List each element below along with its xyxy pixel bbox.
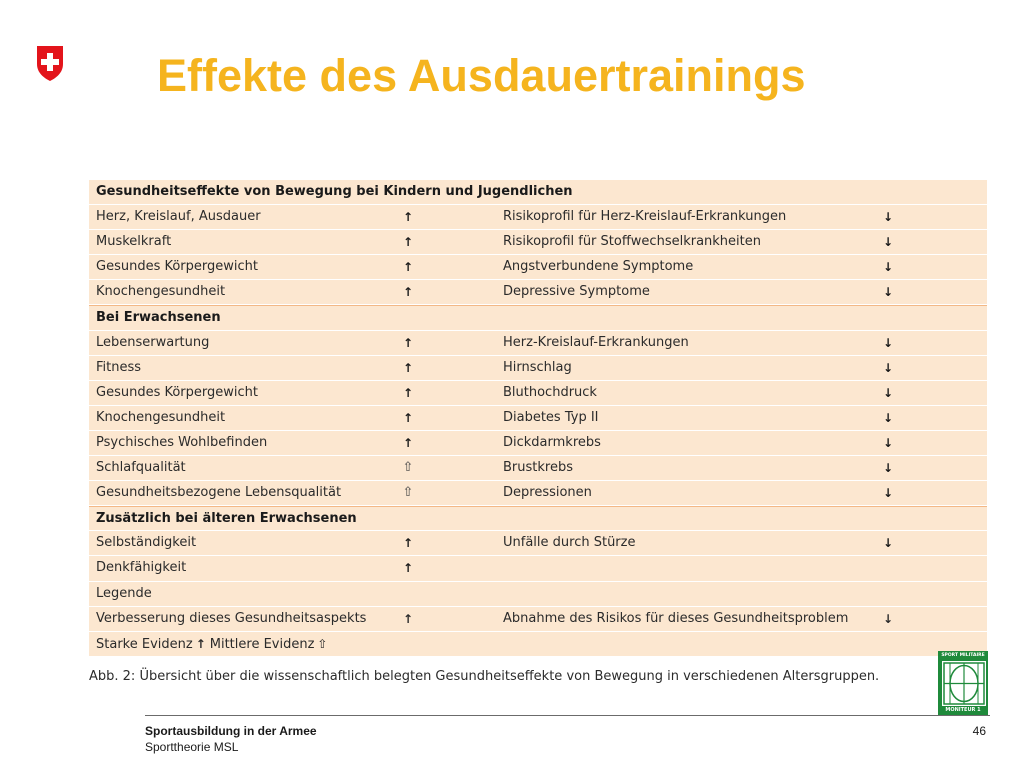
section-heading-adults <box>89 305 987 330</box>
table-row <box>89 230 987 255</box>
arrow-down-icon: ↓ <box>882 536 894 551</box>
arrow-up-icon: ↑ <box>402 611 414 626</box>
table-row <box>89 356 987 381</box>
risk-label: Brustkrebs <box>503 460 573 476</box>
table-row <box>89 331 987 356</box>
legend-evidence-row <box>89 632 987 657</box>
arrow-down-icon: ↓ <box>882 360 894 375</box>
arrow-down-icon: ↓ <box>882 285 894 300</box>
benefit-label: Muskelkraft <box>96 234 172 250</box>
benefit-label: Psychisches Wohlbefinden <box>96 434 268 450</box>
benefit-label: Knochengesundheit <box>96 284 226 300</box>
outline-arrow-up-icon: ⇧ <box>402 485 414 501</box>
legend-heading: Legende <box>96 585 152 601</box>
arrow-down-icon: ↓ <box>882 410 894 425</box>
footer-divider <box>145 715 990 716</box>
arrow-down-icon: ↓ <box>882 385 894 400</box>
sport-militaire-badge <box>938 651 988 715</box>
badge-emblem <box>942 661 986 706</box>
medium-evidence-label: Mittlere Evidenz <box>209 636 315 652</box>
table-row <box>89 456 987 481</box>
risk-label: Risikoprofil für Stoffwechselkrankheiten <box>503 234 761 250</box>
arrow-down-icon: ↓ <box>882 486 894 501</box>
risk-label: Depressionen <box>503 485 592 501</box>
arrow-up-icon: ↑ <box>402 260 414 275</box>
benefit-label: Schlafqualität <box>96 460 186 476</box>
figure-caption: Abb. 2: Übersicht über die wissenschaftlich belegten Gesundheitseffekte von Bewegung in verschiedenen Altersgruppen. <box>89 669 880 684</box>
risk-label: Diabetes Typ II <box>503 409 599 425</box>
benefit-label: Fitness <box>96 359 142 375</box>
benefit-label: Gesundheitsbezogene Lebensqualität <box>96 485 342 501</box>
arrow-up-icon: ↑ <box>402 435 414 450</box>
arrow-up-icon: ↑ <box>402 561 414 576</box>
section-heading: Bei Erwachsenen <box>96 310 221 326</box>
risk-label: Depressive Symptome <box>503 284 650 300</box>
section-heading: Gesundheitseffekte von Bewegung bei Kindern und Jugendlichen <box>96 184 573 199</box>
table-row <box>89 406 987 431</box>
legend-row <box>89 607 987 632</box>
footer-subtitle: Sporttheorie MSL <box>145 740 239 754</box>
benefit-label: Denkfähigkeit <box>96 560 187 576</box>
arrow-down-icon: ↓ <box>882 435 894 450</box>
table-row <box>89 531 987 556</box>
risk-label: Dickdarmkrebs <box>503 434 601 450</box>
arrow-down-icon: ↓ <box>882 210 894 225</box>
legend-heading-row <box>89 582 987 607</box>
arrow-up-icon: ↑ <box>402 536 414 551</box>
benefit-label: Selbständigkeit <box>96 535 197 551</box>
risk-label: Angstverbundene Symptome <box>503 259 694 275</box>
footer-title: Sportausbildung in der Armee <box>145 724 317 738</box>
section-heading-older-adults <box>89 506 987 531</box>
arrow-down-icon: ↓ <box>882 335 894 350</box>
arrow-up-icon: ↑ <box>402 385 414 400</box>
table-row <box>89 556 987 581</box>
health-effects-table <box>89 180 987 657</box>
benefit-label: Lebenserwartung <box>96 334 210 350</box>
arrow-up-icon: ↑ <box>402 235 414 250</box>
risk-label: Herz-Kreislauf-Erkrankungen <box>503 334 689 350</box>
arrow-up-icon: ↑ <box>402 335 414 350</box>
legend-improvement-label: Verbesserung dieses Gesundheitsaspekts <box>96 610 367 626</box>
arrow-down-icon: ↓ <box>882 461 894 476</box>
section-heading-children <box>89 180 987 205</box>
badge-bottom-text: MONITEUR 1 <box>945 707 981 713</box>
table-row <box>89 381 987 406</box>
outline-arrow-up-icon: ⇧ <box>317 636 328 651</box>
outline-arrow-up-icon: ⇧ <box>402 460 414 476</box>
section-heading: Zusätzlich bei älteren Erwachsenen <box>96 511 357 527</box>
sports-field-icon <box>942 661 986 706</box>
legend-evidence <box>96 632 331 656</box>
risk-label: Hirnschlag <box>503 359 572 375</box>
arrow-down-icon: ↓ <box>882 260 894 275</box>
benefit-label: Gesundes Körpergewicht <box>96 259 258 275</box>
arrow-up-icon: ↑ <box>402 285 414 300</box>
risk-label: Bluthochdruck <box>503 384 597 400</box>
arrow-down-icon: ↓ <box>882 611 894 626</box>
benefit-label: Herz, Kreislauf, Ausdauer <box>96 209 261 225</box>
table-row <box>89 481 987 506</box>
arrow-down-icon: ↓ <box>882 235 894 250</box>
arrow-up-icon: ↑ <box>402 360 414 375</box>
swiss-coat-of-arms-logo <box>35 44 65 82</box>
page-number: 46 <box>972 724 986 738</box>
arrow-up-icon: ↑ <box>402 410 414 425</box>
benefit-label: Gesundes Körpergewicht <box>96 384 258 400</box>
arrow-up-icon: ↑ <box>402 210 414 225</box>
table-row <box>89 431 987 456</box>
badge-top-text: SPORT MILITAIRE <box>941 653 985 658</box>
arrow-up-icon: ↑ <box>195 636 206 651</box>
benefit-label: Knochengesundheit <box>96 409 226 425</box>
table-row <box>89 205 987 230</box>
table-row <box>89 255 987 280</box>
legend-risk-reduction-label: Abnahme des Risikos für dieses Gesundheitsproblem <box>503 610 849 626</box>
table-row <box>89 280 987 305</box>
slide-title: Effekte des Ausdauertrainings <box>157 50 806 101</box>
strong-evidence-label: Starke Evidenz <box>96 636 193 652</box>
risk-label: Unfälle durch Stürze <box>503 535 636 551</box>
risk-label: Risikoprofil für Herz-Kreislauf-Erkrankungen <box>503 209 787 225</box>
